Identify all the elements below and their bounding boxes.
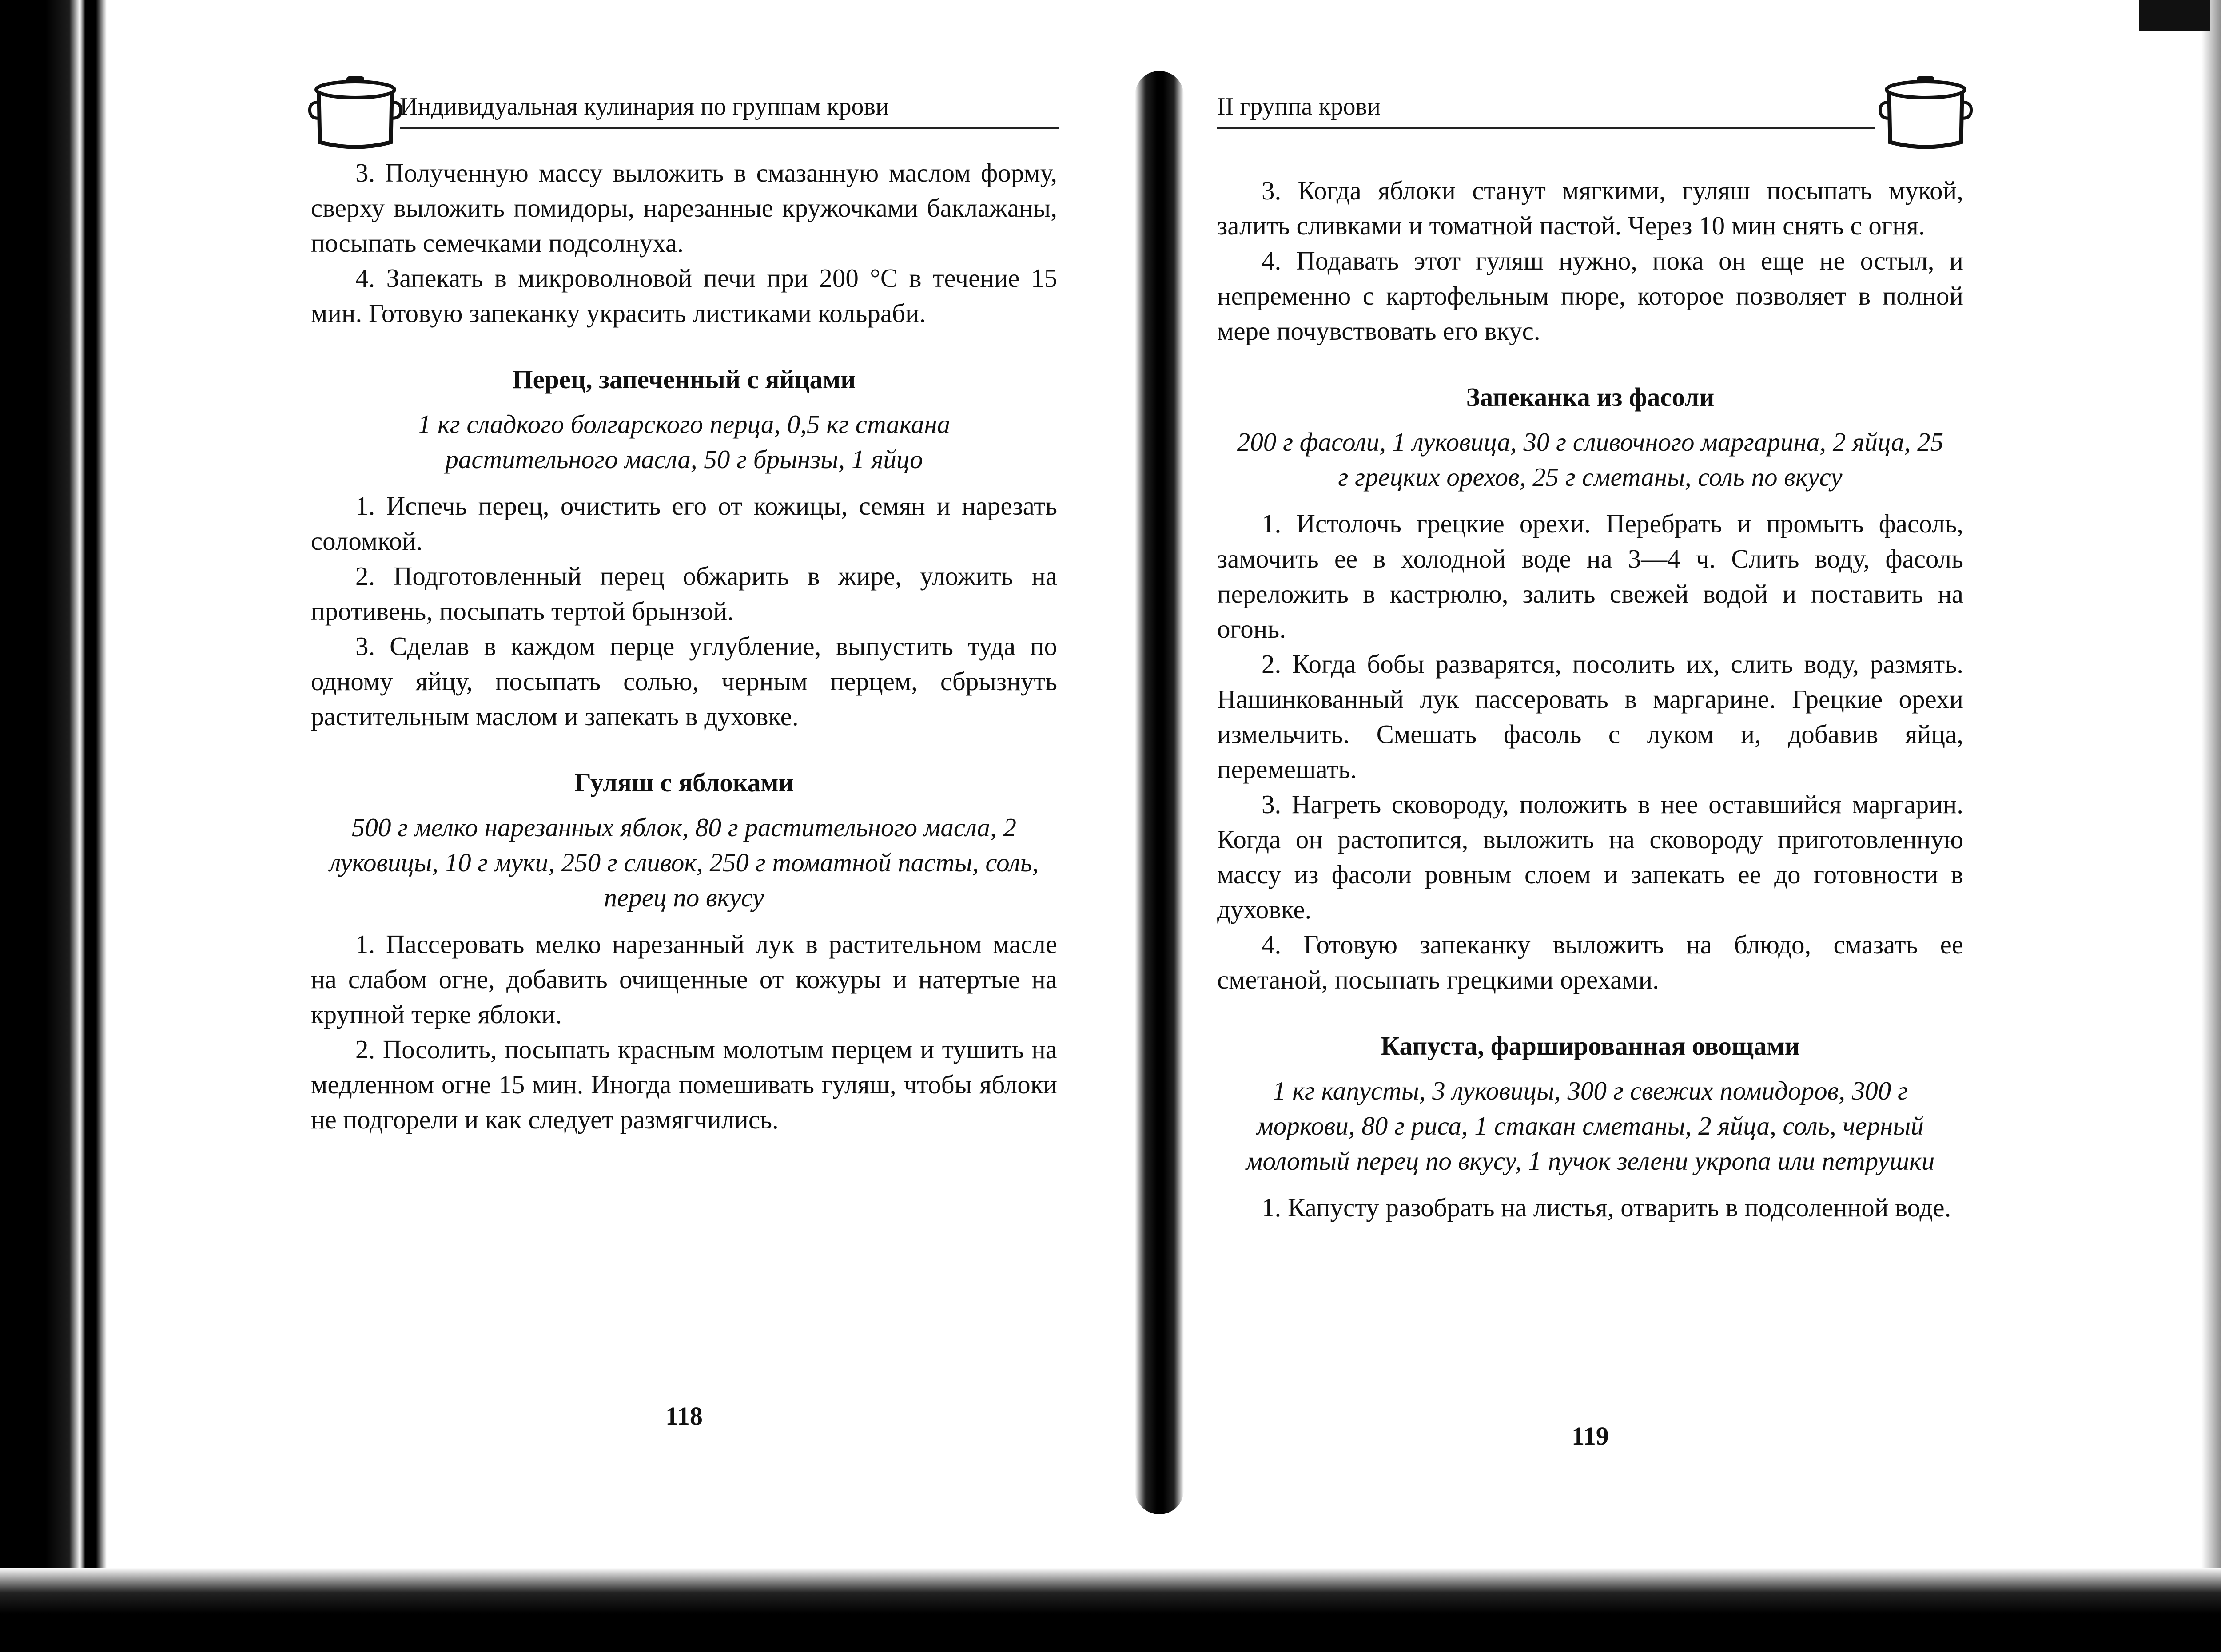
paragraph: 4. Подавать этот гуляш нужно, пока он еще не остыл, и непременно с картофельным пюре, которое позволяет в полной мере почувствовать его вкус. (1217, 246, 1963, 345)
right-page-text (1217, 173, 1963, 1225)
book-spine (1135, 71, 1184, 1514)
recipe-step: 1. Пассеровать мелко нарезанный лук в растительном масле на слабом огне, добавить очищенные от кожуры и натертые на крупной терке яблоки. (311, 929, 1057, 1029)
recipe-title: Запеканка из фасоли (1466, 382, 1715, 412)
recipe-step: 3. Нагреть сковороду, положить в нее оставшийся маргарин. Когда он растопится, выложить на сковороду приготовленную массу из фасоли ровным слоем и запекать ее до готовности в духовке. (1217, 790, 1963, 924)
recipe-step: 3. Сделав в каждом перце углубление, выпустить туда по одному яйцу, посыпать солью, черным перцем, сбрызнуть растительным маслом и запекать в духовке. (311, 631, 1057, 731)
recipe-step: 1. Истолочь грецкие орехи. Перебрать и промыть фасоль, замочить ее в холодной воде на 3—4 ч. Слить воду, фасоль переложить в кастрюлю, залить свежей водой и поставить на огонь. (1217, 509, 1963, 643)
recipe-step: 1. Капусту разобрать на листья, отварить в подсоленной воде. (1262, 1193, 1951, 1222)
page-number: 118 (665, 1402, 703, 1430)
paragraph: 3. Когда яблоки станут мягкими, гуляш посыпать мукой, залить сливками и томатной пастой. Через 10 мин снять с огня. (1217, 176, 1963, 240)
paragraph: 4. Запекать в микроволновой печи при 200 °С в течение 15 мин. Готовую запеканку украсить листиками кольраби. (311, 263, 1057, 328)
recipe-title: Перец, запеченный с яйцами (512, 365, 856, 394)
recipe-ingredients: 500 г мелко нарезанных яблок, 80 г растительного масла, 2 луковицы, 10 г муки, 250 г сливок, 250 г томатной пасты, соль, перец по вкусу (329, 813, 1039, 912)
left-page (311, 0, 1057, 1652)
right-page (1217, 0, 1963, 1652)
recipe-ingredients: 1 кг капусты, 3 луковицы, 300 г свежих помидоров, 300 г моркови, 80 г риса, 1 стакан сметаны, 2 яйца, соль, черный молотый перец по вкусу, 1 пучок зелени укропа или петрушки (1246, 1076, 1935, 1175)
recipe-step: 2. Посолить, посыпать красным молотым перцем и тушить на медленном огне 15 мин. Иногда помешивать гуляш, чтобы яблоки не подгорели и как следует размягчились. (311, 1035, 1057, 1134)
recipe-title: Гуляш с яблоками (574, 768, 794, 797)
scan-corner-top-right (2139, 0, 2210, 31)
recipe-title: Капуста, фаршированная овощами (1381, 1031, 1800, 1060)
recipe-ingredients: 200 г фасоли, 1 луковица, 30 г сливочного маргарина, 2 яйца, 25 г грецких орехов, 25 г сметаны, соль по вкусу (1237, 427, 1944, 492)
running-head: II группа крови (1217, 87, 1875, 129)
recipe-step: 4. Готовую запеканку выложить на блюдо, смазать ее сметаной, посыпать грецкими орехами. (1217, 930, 1963, 994)
recipe-ingredients: 1 кг сладкого болгарского перца, 0,5 кг стакана растительного масла, 50 г брынзы, 1 яйцо (418, 409, 951, 474)
left-page-text (311, 155, 1057, 1137)
recipe-step: 2. Подготовленный перец обжарить в жире, уложить на противень, посыпать тертой брынзой. (311, 561, 1057, 626)
recipe-step: 1. Испечь перец, очистить его от кожицы, семян и нарезать соломкой. (311, 491, 1057, 556)
page-number: 119 (1572, 1422, 1609, 1450)
scan-edge-right (2201, 0, 2221, 1652)
recipe-step: 2. Когда бобы разварятся, посолить их, слить воду, размять. Нашинкованный лук пассеровать в маргарине. Грецкие орехи измельчить. Смешать фасоль с луком и, добавив яйца, перемешать. (1217, 649, 1963, 784)
scan-edge-left (0, 0, 133, 1652)
cooking-pot-icon (306, 67, 404, 155)
cooking-pot-icon (1877, 67, 1974, 155)
paragraph: 3. Полученную массу выложить в смазанную маслом форму, сверху выложить помидоры, нарезанные кружочками баклажаны, посыпать семечками подсолнуха. (311, 158, 1057, 258)
running-head: Индивидуальная кулинария по группам крови (400, 87, 1059, 129)
